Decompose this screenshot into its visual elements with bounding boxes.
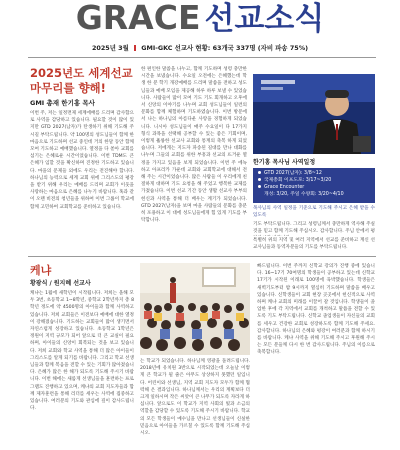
article1-col2: 한 편인한 말씀을 나누고, 함께 기도하며 성령 충만한 시간을 보냈습니다. 수요일 오전에는 은혜했는데 학생 한 분 학기 개강예배를 드리며 말씀을 전하고 성도님들과 예배 모임을 제공해 하루 하루 보낼 수 있었습니다. 사람들이 많이 모여 기도 기도 회개하고 오후에서 신앙의 이야기를 나누며 교회 성도님들이 일련의 문화를 함께 체험하며 기도하였습니다. 이번 방문에서 나는 하나님의 아름다운 사랑을 경험하게 되었습니다. 니시아 성도님들이 매주 수요일이 다 17가지 형식 과목을 선택해 공부할 수 있는 좋은 기회이며, 이렇게 훌륭한 선교사 교회와 통계의 축복 하게 되었습니다. 저에게는 지도자 파송된 길대를 만나 대화를 나누며 그들의 교회를 위한 부흥과 선교의 뜨거운 열정을 가지고 있음을 보게 되었습니다. 이번 주 에녹 하고 아프리카 가운데 교회와 교회학교에 대해서 전해 주는 시간이었습니다. 많은 사람들 이 우리에게 친절하게 대하며 기도 요청을 해 주었고 행복한 교제를 가졌습니다. 이번 선교 기간 동안 생활 선교사 부부의 헌신과 사역을 통해 더 배우는 계기가 되었습니다. GTD 2027(남자)을 보며 마을 사람들의 문화를 충분히 포용하고 이 대에 성도님들에게 힘 있게 기도를 부탁합니다. [141,67,247,224]
top-rule [28,57,376,58]
masthead [0,0,400,36]
issue-separator [134,45,136,51]
masthead-title-en: GRACE [75,0,201,37]
schedule-item-1: GTD 2027(남자): 3/8~12 [258,170,370,177]
article1-byline: GMI 총재 한기홍 목사 [30,99,95,107]
article1-col1: 이번 주, 저는 일정면제 세계에배를 드리며 감사함으로 사역을 감당하고 있습니다. 필요할 것이 많이 있지만 GTD 2027(남자)가 탄생하기 위해 기도해 주시길 부탁드립니다. 약 100명의 성도님들이 함께 한마음으로 기도하며 선교 중인데 거의 한달 동안 함께 모여 기도하고 예배했습니다. 열정을 다 쏟아 교회를 섬기는 은혜로운 시간이었습니다. 이번 TDM도 큰 은혜가 임할 것을 확신하며 진정한 기도하고 있습니다. 마을의 문제들 외에도 우리는 전진해야 합니다. 하나님의 능력으로 세계 교회 위에 그리스도의 평강을 받기 위해 우리는 예배를 드리며 교회가 이웃을 사랑하는 마음으로 은혜를 나누기 바랍니다. 혹과 같이 오랜 비전의 청년들을 위하여 이번 그룹이 학교에 함께 고민하여 교회학교를 준비하고 있습니다. [30,111,134,210]
article2-col3: 빠드립니다. 이번 주까지 신학교 강의가 진행 중에 있습니다. 16~17기 70여명의 학생들이 공부하고 있는데 신학교 17기가 시작된 이래로 100명에 육박했습니다. 학생들은 새벽기도부터 밤 9시까지 열심히 기도하며 말씀을 배우고 있습니다. 신학생들이 교회 현장 곳곳에서 헌신적으로 사역하며 케냐 교회의 미래를 이끌어 갈 것입니다. 학생들이 졸업한 후에 각 지역에서 교회를 개척하고 말씀을 전할 수 있도록 기도 부탁드립니다. 신학교 졸업생들이 자신들의 교회를 세우고 건강한 교회로 성장하도록 함께 기도해 주세요. 감사합니다. 하나님의 은혜와 평강이 여러분과 함께 하시기를 바랍니다. 케냐 사역을 위해 기도해 주시고 후원해 주시는 모든 분들께 다시 한 번 감사드립니다. 주님의 이름으로 축복합니다. [257,264,375,356]
pastor-photo-image [253,74,375,154]
kenya-photo [140,263,250,355]
schedule-item-3: Grace Encounter [258,184,370,191]
article2-col1: 케냐는 1월에 새학년이 시작됩니다. 저희는 올해 모두 3번, 초등학교 1~8학년, 중학교 2학년까지 총 8학년 정도에 약 4500명의 아이들과 함께 사역하고 있습니다. 저희 교회들은 이전보다 예배에 대한 열정이 강해졌습니다. 기도하는 교회들이 많이 생기면서 자연스럽게 성장하고 있습니다. 초등학교 1학년은 정원이 지역 규모가 되어 앞으로 더 큰 교실이 필요하며, 아이들의 신앙이 회복되는 것을 보고 있습니다. 저희 교회와 학교 사역을 통해 더 많은 아이들이 그리스도를 알게 되기를 바랍니다. 그리고 학교 선생님들과 함께 복음을 전할 수 있는 기회가 많아졌습니다. 은혜가 많은 한 해가 되도록 기도해 주시기 바랍니다. 이번 해에는 새롭게 선생님들을 훈련하는 프로그램도 진행하고 있으며, 케냐의 교회 지도자들과 함께 제자훈련을 통해 리더를 세우는 사역에 집중하고 있습니다. 여러분의 기도와 관심에 깊이 감사드립니다. [30,291,134,412]
bullet-icon [258,185,261,188]
kenya-photo-image [140,263,250,355]
issue-name: GMI-GKC 선교사 현황: [141,44,211,52]
masthead-title-ko: 선교소식 [204,1,325,37]
article1-col3-tail: 기도 부탁드립니다. 그리고 성령님께서 충만하게 역사해 주실 것을 믿고 함께 기도해 주십시오. 감사합니다. 주님 안에서 평 [253,222,375,235]
article1-headline: 2025년도 세계선교 마무리를 향해! [30,66,133,95]
pastor-photo [253,74,375,154]
article2-byline: 황광식 / 원지혜 선교사 [30,280,91,287]
middle-rule [28,256,376,257]
issue-date: 2025년 3월 [91,44,129,52]
bullet-icon [258,171,261,174]
issue-stats: 63개국 337명 (자비 파송 75%) [212,44,309,52]
article2-col2: 는 학교가 되었습니다. 하나님께 영광을 돌려드립니다. 2018년에 유치원 3반으로 시작되었는데 오늘날 이렇게 큰 학교가 될 줄은 아무도 상상하지 못했던 일입니다. 어린이와 선생님, 지역 교회 지도자 모두가 함께 협력해 온 결과입니다. 하나님께서는 우리의 계획보다 더 크게 일하시며 작은 씨앗이 큰 나무가 되도록 자라게 하십니다. 앞으로도 이 학교가 지역 사회의 빛과 소금의 역할을 감당할 수 있도록 기도해 주시기 바랍니다. 학교의 모든 학생들이 예수님을 만나고 선생님들이 신실한 믿음으로 아이들을 가르칠 수 있도록 함께 기도해 주십시오. [140,359,250,437]
article2-headline: 케냐 [30,264,52,277]
schedule-item-2: 국제총회 이프도포: 3/17~3/20 [258,177,370,184]
schedule-item-4: 개성: 3/20, 주일 수양회: 3/20~4/10 [264,192,344,197]
schedule-box [253,168,375,203]
pastor-photo-caption: 한기홍 목사님 사역일정 [253,159,316,166]
bullet-icon [258,178,261,181]
article1-col3-tail2: 특별히 위의 지역 및 여러 지역에서 선교를 준비하고 계신 선교사님들과 동역자분들의 기도를 부탁드립니다. [253,238,375,251]
schedule-note: 목사님의 사역 일정을 기준으로 기도해 주시고 은혜 받을 수 있도록 [253,206,375,219]
issue-line [0,43,400,55]
